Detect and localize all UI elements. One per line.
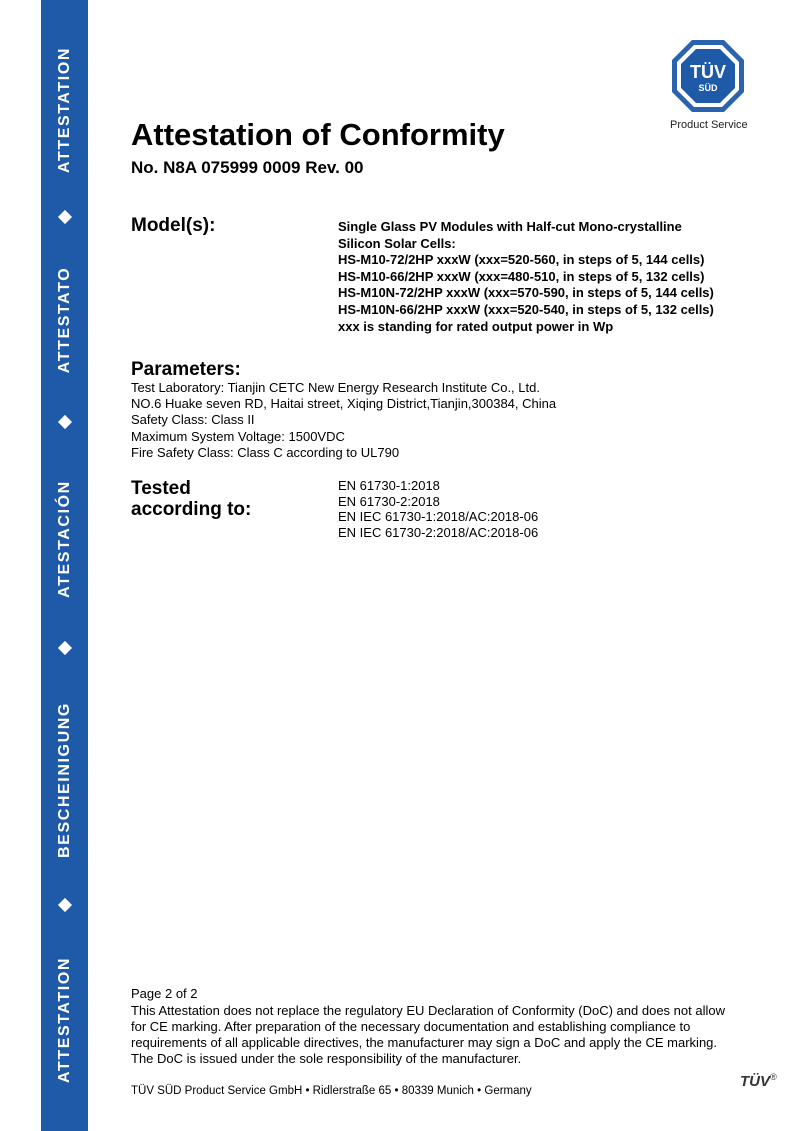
models-list xyxy=(338,219,714,335)
parameter-line: Test Laboratory: Tianjin CETC New Energy Research Institute Co., Ltd. xyxy=(131,380,540,395)
tuv-sud-logo xyxy=(670,38,746,114)
logo-brand-line1: TÜV xyxy=(690,62,726,82)
diamond-icon xyxy=(57,415,71,429)
standard-item: EN IEC 61730-1:2018/AC:2018-06 xyxy=(338,509,539,524)
footer-address: TÜV SÜD Product Service GmbH • Ridlerstraße 65 • 80339 Munich • Germany xyxy=(131,1085,532,1097)
logo-brand-line2: SÜD xyxy=(698,83,718,93)
model-line: Silicon Solar Cells: xyxy=(338,235,456,251)
tested-label-line1: Tested xyxy=(131,478,191,499)
sidebar-word-attestation-bottom: ATTESTATION xyxy=(55,956,73,1084)
model-line: HS-M10N-72/2HP xxxW (xxx=570-590, in steps of 5, 144 cells) xyxy=(338,285,714,301)
parameters-list xyxy=(131,380,556,461)
model-line: HS-M10-66/2HP xxxW (xxx=480-510, in steps of 5, 132 cells) xyxy=(338,268,705,284)
standard-item: EN IEC 61730-2:2018/AC:2018-06 xyxy=(338,524,539,540)
models-label: Model(s): xyxy=(131,215,216,236)
parameter-line: Safety Class: Class II xyxy=(131,412,255,428)
parameter-line: Maximum System Voltage: 1500VDC xyxy=(131,428,345,444)
sidebar-word-atestacion: ATESTACIÓN xyxy=(55,480,73,598)
page-number: Page 2 of 2 xyxy=(131,986,198,1001)
model-line: HS-M10-72/2HP xxxW (xxx=520-560, in steps of 5, 144 cells) xyxy=(338,252,705,268)
model-line: xxx is standing for rated output power in Wp xyxy=(338,318,614,334)
sidebar-band xyxy=(41,0,88,1131)
footer-mark-text: TÜV xyxy=(740,1073,770,1090)
parameter-line: Fire Safety Class: Class C according to UL790 xyxy=(131,444,400,460)
footer-tuv-mark xyxy=(740,1072,777,1090)
document-number: No. N8A 075999 0009 Rev. 00 xyxy=(131,158,364,177)
registered-symbol: ® xyxy=(770,1072,777,1082)
standard-item: EN 61730-1:2018 xyxy=(338,478,440,493)
document-title: Attestation of Conformity xyxy=(131,117,505,152)
disclaimer-text: This Attestation does not replace the regulatory EU Declaration of Conformity (DoC) and does not allow for CE marking. After preparation of the necessary documentation and establishing compliance to requirements of all applicable directives, the manufacturer may sign a DoC and apply the CE marking. The DoC is issued under the sole responsibility of the manufacturer. xyxy=(131,1003,725,1066)
model-line: HS-M10N-66/2HP xxxW (xxx=520-540, in steps of 5, 132 cells) xyxy=(338,301,714,317)
tested-label-line2: according to: xyxy=(131,499,252,520)
diamond-icon xyxy=(57,210,71,224)
model-line: Single Glass PV Modules with Half-cut Mono-crystalline xyxy=(338,219,682,234)
sidebar-word-attestation: ATTESTATION xyxy=(55,46,73,174)
logo-caption: Product Service xyxy=(670,119,748,131)
diamond-icon xyxy=(57,641,71,655)
sidebar-word-attestato: ATTESTATO xyxy=(55,266,73,374)
diamond-icon xyxy=(57,898,71,912)
standard-item: EN 61730-2:2018 xyxy=(338,493,440,509)
parameter-line: NO.6 Huake seven RD, Haitai street, Xiqing District,Tianjin,300384, China xyxy=(131,396,557,412)
sidebar-word-bescheinigung: BESCHEINIGUNG xyxy=(55,702,73,858)
standards-list xyxy=(338,478,538,540)
parameters-label: Parameters: xyxy=(131,359,241,380)
